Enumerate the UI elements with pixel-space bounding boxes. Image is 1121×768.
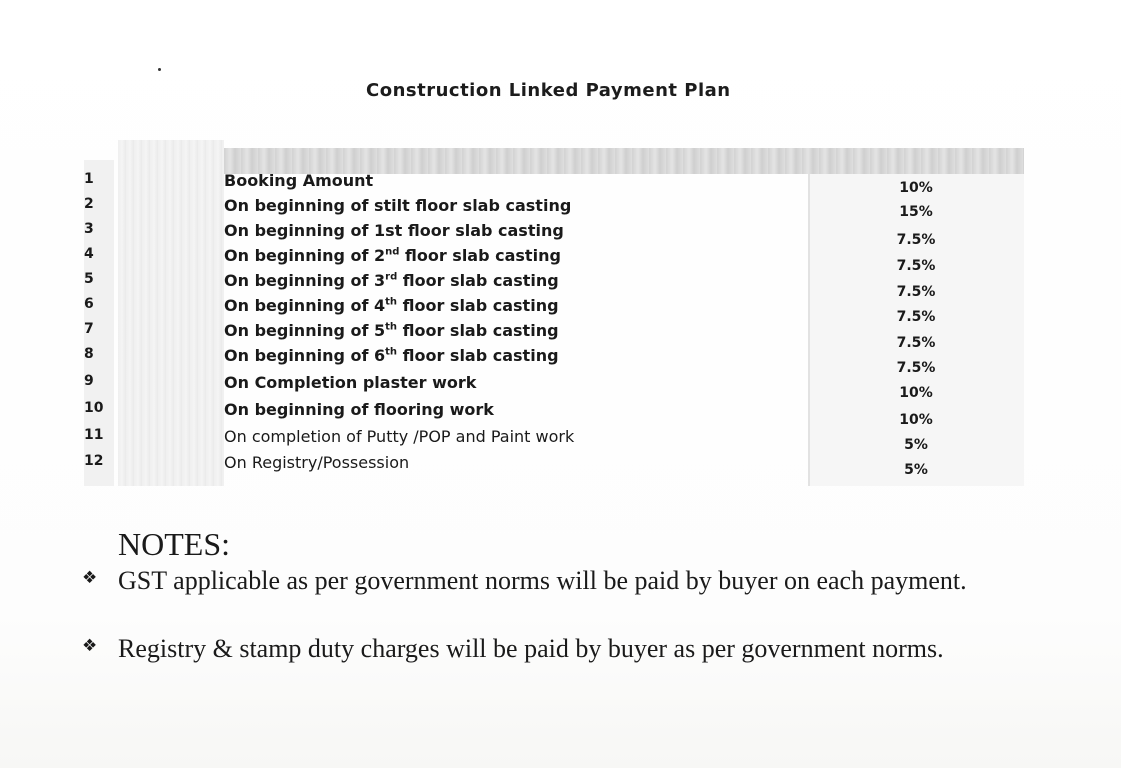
table-row: [84, 453, 1024, 479]
row-percentage: 7.5%: [896, 309, 936, 325]
row-percentage: 7.5%: [896, 360, 936, 376]
table-row: [84, 400, 1024, 426]
row-number: 5: [84, 271, 94, 287]
diamond-bullet-icon: ❖: [82, 568, 98, 588]
row-description: Booking Amount: [224, 171, 374, 190]
note-text: GST applicable as per government norms will be paid by buyer on each payment.: [118, 566, 967, 595]
row-number: 2: [84, 196, 94, 212]
row-number: 9: [84, 373, 94, 389]
row-description: On Completion plaster work: [224, 373, 477, 392]
row-percentage: 10%: [899, 412, 933, 428]
row-description: On beginning of flooring work: [224, 400, 494, 419]
table-row: [84, 427, 1024, 453]
row-description: On beginning of 4th floor slab casting: [224, 296, 559, 315]
row-number: 6: [84, 296, 94, 312]
row-number: 1: [84, 171, 94, 187]
payment-plan-table: [84, 140, 1024, 486]
row-percentage: 7.5%: [896, 258, 936, 274]
table-row: [84, 346, 1024, 376]
row-description: On beginning of 2nd floor slab casting: [224, 246, 561, 265]
row-percentage: 5%: [904, 462, 928, 478]
table-row: [84, 271, 1024, 300]
row-percentage: 15%: [899, 204, 933, 220]
row-number: 8: [84, 346, 94, 362]
row-description: On beginning of 1st floor slab casting: [224, 221, 564, 240]
row-description: On beginning of stilt floor slab casting: [224, 196, 572, 215]
row-number: 3: [84, 221, 94, 237]
row-percentage: 10%: [899, 385, 933, 401]
row-description: On Registry/Possession: [224, 453, 410, 472]
table-row: [84, 196, 1024, 222]
row-percentage: 10%: [899, 180, 933, 196]
row-percentage: 7.5%: [896, 232, 936, 248]
row-number: 12: [84, 453, 104, 469]
table-row: [84, 246, 1024, 272]
row-number: 11: [84, 427, 104, 443]
diamond-bullet-icon: ❖: [82, 636, 98, 656]
page-title: Construction Linked Payment Plan: [366, 80, 731, 101]
row-percentage: 7.5%: [896, 335, 936, 351]
row-percentage: 7.5%: [896, 284, 936, 300]
row-description: On completion of Putty /POP and Paint work: [224, 427, 575, 446]
table-row: [84, 221, 1024, 247]
note-text: Registry & stamp duty charges will be paid by buyer as per government norms.: [118, 634, 944, 663]
row-number: 10: [84, 400, 104, 416]
row-number: 7: [84, 321, 94, 337]
row-number: 4: [84, 246, 94, 262]
table-row: [84, 296, 1024, 325]
row-description: On beginning of 5th floor slab casting: [224, 321, 559, 340]
row-description: On beginning of 3rd floor slab casting: [224, 271, 559, 290]
row-percentage: 5%: [904, 437, 928, 453]
row-description: On beginning of 6th floor slab casting: [224, 346, 559, 365]
notes-heading: NOTES:: [118, 526, 230, 562]
table-row: [84, 171, 1024, 197]
table-row: [84, 321, 1024, 351]
table-row: [84, 373, 1024, 399]
stray-mark: [158, 68, 161, 71]
